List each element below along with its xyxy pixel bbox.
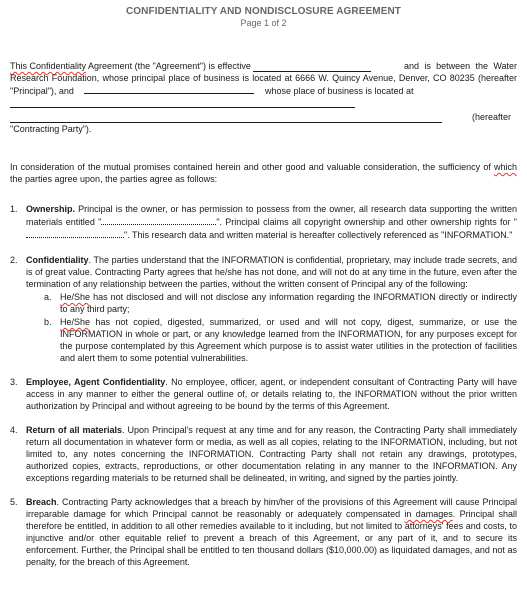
pronoun: He/She — [60, 317, 91, 327]
section-number: 3. — [10, 377, 18, 387]
consideration-b: which — [493, 162, 517, 172]
document-page — [0, 6, 527, 606]
subsection-b — [26, 316, 517, 364]
section-number: 2. — [10, 255, 18, 265]
section-2-confidentiality — [10, 254, 517, 364]
intro-line-5 — [10, 111, 517, 123]
intro-parties-text: and is between the Water Research Foundation, whose principal place of business is located at 6666 W. Quincy Avenue, Denver, CO 80235 (hereafter "Principal"), and — [10, 61, 517, 96]
consideration-a: In consideration of the mutual promises contained herein and other good and valuable consideration, the sufficiency of — [10, 162, 491, 172]
subsection-text: has not disclosed and will not disclose any information regarding the INFORMATION directly or indirectly to any third party; — [60, 292, 517, 314]
section-heading: Breach — [26, 497, 57, 507]
section-text: . Principal shall therefore be entitled, in addition to all other remedies available to it including, but not limited to attorneys' fees and costs, to injunctive and/or other equitable relief to prevent a breach of this Agreement, or any part of it, and to secure its enforcement. Further, the Principal shall be entitled to ten thousand dollars ($10,000.00) as liquidated damages, and not as penalty, for the breach of this Agreement. — [26, 509, 517, 567]
intro-agreement-name: This Confidentiality — [10, 61, 87, 71]
subsection-letter: a. — [44, 292, 52, 302]
intro-paragraph — [10, 60, 517, 135]
section-5-breach — [10, 496, 517, 568]
section-text: Principal is the owner, or has permission to possess from the owner, all research data supporting the written materials entitled " — [26, 204, 517, 227]
section-text: . Upon Principal's request at any time and for any reason, the Contracting Party shall immediately return all documentation in whatever form or media, as well as all copies, relating to the INFORMATION, including, but not limited to, any notes concerning the INFORMATION. Contracting Party shall not retain any drawings, prototypes, authorized copies, extracts, reproductions, or other documentation relating in any manner to the INFORMATION. Any exceptions regarding materials to be returned shall be delineated, in writing, and signed by the parties jointly. — [26, 425, 517, 483]
address-line-2[interactable] — [10, 112, 442, 123]
hereafter-text: (hereafter — [472, 112, 512, 122]
contracting-party-name-blank[interactable] — [84, 84, 254, 94]
section-text: in damages — [404, 509, 453, 519]
intro-effective-text: Agreement (the "Agreement") is effective — [86, 61, 251, 71]
section-text: ". Principal claims all copyright ownership and other ownership rights for " — [216, 217, 517, 227]
effective-date-blank[interactable] — [253, 62, 371, 72]
section-heading: Confidentiality — [26, 255, 89, 265]
section-text: . The parties understand that the INFORMATION is confidential, proprietary, may include trade secrets, and is of great value. Contracting Party agrees that he/she has not done, and will not do at any time in the future, even after the termination of any relationship between the parties, without the written consent of Principal any of the following: — [26, 255, 517, 289]
section-number: 4. — [10, 425, 18, 435]
subsection-letter: b. — [44, 317, 52, 327]
address-line-1[interactable] — [10, 97, 355, 108]
contracting-party-def: "Contracting Party"). — [10, 124, 92, 134]
section-3-employee-agent — [10, 376, 517, 412]
section-text: . Contracting Party acknowledges that a breach by him/her of the provisions of this Agreement will cause Principal irreparable damage for which Principal cannot be reasonably or adequately compensated — [26, 497, 517, 519]
subsection-text: has not copied, digested, summarized, or used and will not copy, digest, summarize, or use the INFORMATION in whole or part, or any knowledge learned from the INFORMATION, for any purposes except for the purpose contemplated by this Agreement which purpose is to assist water utilities in the protection of facilities and alert them to some potential vulnerabilities. — [60, 317, 517, 363]
section-heading: Employee, Agent Confidentiality — [26, 377, 166, 387]
section-text: ". This research data and written material is hereafter collectively referenced as "INFORMATION." — [124, 230, 513, 240]
section-heading: Return of all materials — [26, 425, 123, 435]
materials-title-blank[interactable] — [101, 215, 216, 225]
section-4-return-materials — [10, 424, 517, 484]
section-number: 1. — [10, 204, 18, 214]
section-number: 5. — [10, 497, 18, 507]
rights-title-blank[interactable] — [26, 228, 124, 238]
subsection-a — [26, 291, 517, 315]
section-1-ownership — [10, 203, 517, 241]
consideration-c: the parties agree upon, the parties agree as follows: — [10, 174, 218, 184]
consideration-paragraph — [10, 161, 517, 185]
section-heading: Ownership. — [26, 204, 76, 214]
document-title: CONFIDENTIALITY AND NONDISCLOSURE AGREEMENT — [125, 6, 402, 17]
intro-place-text: whose place of business is located at — [264, 86, 414, 96]
pronoun: He/She — [60, 292, 91, 302]
page-number: Page 1 of 2 — [240, 18, 287, 28]
section-text: . No employee, officer, agent, or independent consultant of Contracting Party will have access in any manner to either the general outline of, or details relating to, the INFORMATION without the prior written authorization by Principal and without agreeing to be bound by the terms of this Agreement. — [26, 377, 517, 411]
